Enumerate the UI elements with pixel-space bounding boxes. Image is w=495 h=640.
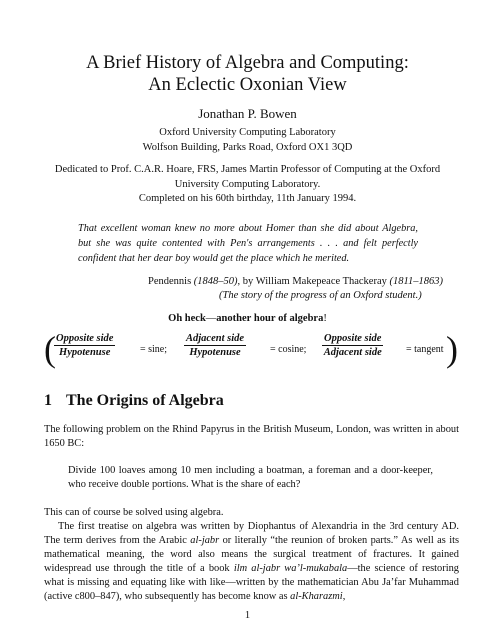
cosine-numerator: Adjacent side (186, 333, 245, 344)
cosine-denominator: Hypotenuse (189, 347, 241, 358)
dedication: Dedicated to Prof. C.A.R. Hoare, FRS, James Martin Professor of Computing at the Oxford University Computing Laboratory. (54, 164, 441, 190)
source-suffix: , by William Makepeace Thackeray (237, 276, 390, 287)
epigraph-source (148, 276, 443, 287)
source-years: (1848–50) (193, 276, 238, 287)
page-number: 1 (244, 610, 251, 621)
author-name: Jonathan P. Bowen (198, 106, 297, 121)
term-al-jabr: al-jabr (190, 535, 220, 546)
tangent-denominator: Adjacent side (323, 347, 382, 358)
oh-heck-w4: hour (253, 313, 276, 324)
section-number: 1 (44, 392, 52, 409)
epigraph-quote: That excellent woman knew no more about Homer than she did about Algebra, but she was quite contented with Pen's arrangements . . . and felt perfectly confident that her dear boy would get the place which he merited. (78, 223, 418, 264)
tangent-numerator: Opposite side (324, 333, 382, 344)
oh-heck-w1: Oh (168, 313, 183, 324)
oh-heck-w6: algebra (289, 313, 324, 324)
term-al-kharazmi: al-Kharazmi (290, 591, 343, 602)
rhind-problem: Divide 100 loaves among 10 men including a boatman, a foreman and a door-keeper, who receive double portions. What is the share of each? (68, 465, 433, 490)
epigraph-subtitle: (The story of the progress of an Oxford student.) (219, 290, 422, 301)
paragraph-3 (44, 520, 459, 604)
fraction-tangent (322, 333, 383, 358)
fraction-sine (54, 333, 115, 358)
oh-heck-w5: of (278, 313, 287, 324)
oh-heck-end: ! (323, 313, 327, 324)
affiliation-line-2: Wolfson Building, Parks Road, Oxford OX1 3QD (142, 142, 353, 153)
paper-title (0, 52, 495, 96)
completion-note: Completed on his 60th birthday, 11th January 1994. (138, 193, 357, 204)
p3-part-d: , (342, 591, 346, 602)
p3-part-b: or literally “the reunion of broken parts.” As well as its mathematical meaning, the word also means the surgical treatment of fractures. It gained widespread use through the title of a book (44, 535, 460, 574)
cosine-label: = cosine; (270, 344, 307, 355)
term-book-title: ilm al-jabr wa’l-mukabala (233, 563, 348, 574)
source-prefix: Pendennis (148, 276, 194, 287)
tangent-label: = tangent (406, 344, 444, 355)
section-title: The Origins of Algebra (66, 392, 224, 409)
fraction-cosine (184, 333, 246, 358)
title-line-1: A Brief History of Algebra and Computing: (86, 53, 409, 73)
author-years: (1811–1863) (389, 276, 443, 287)
oh-heck-dash: — (205, 313, 217, 324)
trig-formula (44, 329, 458, 371)
sine-denominator: Hypotenuse (59, 347, 111, 358)
right-paren: ) (446, 329, 458, 369)
p3-part-c: —the science of restoring what is missing and equating like with like—written by the mathematician Abu Ja’far Muhammad (active c800–847), who subsequently has become know as (44, 563, 459, 602)
section-heading (44, 392, 224, 410)
sine-label: = sine; (140, 344, 168, 355)
affiliation-line-1: Oxford University Computing Laboratory (159, 127, 336, 138)
paragraph-2: This can of course be solved using algebra. (44, 507, 224, 518)
title-line-2: An Eclectic Oxonian View (148, 75, 347, 95)
oh-heck-w3: another (216, 313, 252, 324)
left-paren: ( (44, 329, 56, 369)
oh-heck-w2: heck (184, 313, 206, 324)
paragraph-1: The following problem on the Rhind Papyrus in the British Museum, London, was written in about 1650 BC: (44, 424, 459, 449)
sine-numerator: Opposite side (56, 333, 114, 344)
p3-part-a: The first treatise on algebra was written by Diophantus of Alexandria in the 3rd century AD. The term derives from the Arabic (44, 521, 459, 546)
oh-heck-line (0, 313, 495, 324)
